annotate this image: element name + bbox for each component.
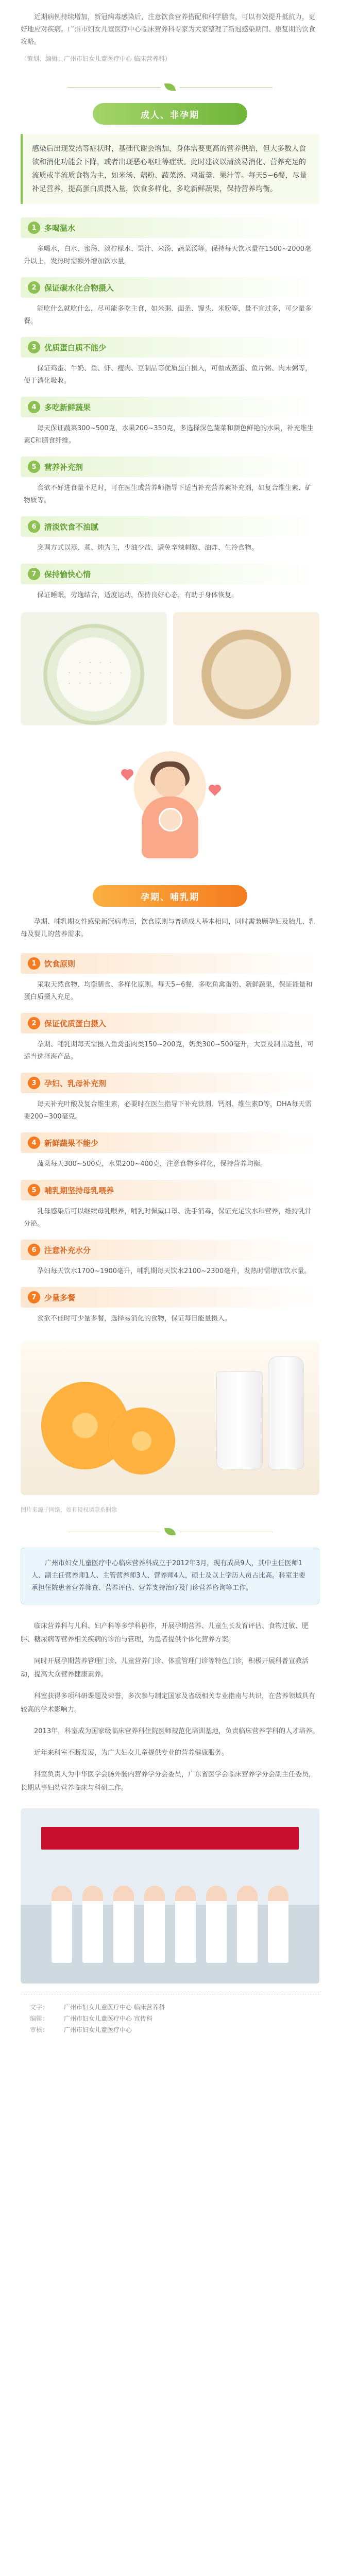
- tip-body: 食欲不好进食量不足时，可在医生或营养师指导下适当补充营养素补充剂，如复合维生素、矿物质等。: [24, 484, 312, 504]
- body-paragraph: 2013年，科室成为国家级临床营养科住院医师规范化培训基地，负责临床营养学科的人才培养。: [34, 1727, 319, 1735]
- footer-row: [30, 2013, 310, 2024]
- tip-item: [21, 1240, 319, 1278]
- tip-body: 蔬菜每天300~500克，水果200~400克，注意食物多样化，保持营养均衡。: [37, 1160, 267, 1168]
- image-source-note: 图片来源于网络，如有侵权请联系删除: [21, 1506, 117, 1513]
- tip-title: 保证碳水化合物摄入: [44, 283, 114, 293]
- intro: [0, 0, 340, 79]
- tip-item: [21, 1180, 319, 1230]
- tip-item: [21, 953, 319, 1004]
- body-paragraph: 同时开展孕期营养管理门诊、儿童营养门诊、体重管理门诊等特色门诊，积极开展科普宣教活动，提高大众营养健康素养。: [21, 1657, 309, 1679]
- tip-header: [21, 953, 319, 974]
- tip-header: [21, 1180, 319, 1200]
- milk-jug-icon: [268, 1356, 304, 1469]
- leaf-divider: [0, 79, 340, 98]
- tip-number: 3: [28, 341, 40, 353]
- tip-number: 1: [28, 957, 40, 970]
- tip-title: 孕妇、乳母补充剂: [44, 1078, 107, 1088]
- tip-number: 5: [28, 1184, 40, 1196]
- department-body: [0, 1620, 340, 1795]
- tip-item: [21, 217, 319, 268]
- tip-title: 新鲜蔬果不能少: [44, 1138, 99, 1148]
- tip-body: 保证睡眠，劳逸结合，适度运动，保持良好心态，有助于身体恢复。: [37, 591, 239, 599]
- tip-number: 3: [28, 1077, 40, 1089]
- tip-item: [21, 1132, 319, 1171]
- tip-body: 孕妇每天饮水1700~1900毫升，哺乳期每天饮水2100~2300毫升，发热时需增加饮水量。: [37, 1267, 311, 1275]
- tip-item: [21, 564, 319, 602]
- footer-credits: [21, 1994, 319, 2043]
- tip-item: [21, 277, 319, 328]
- tip-header: [21, 1073, 319, 1093]
- tip-body: 烹调方式以蒸、煮、炖为主，少油少盐，避免辛辣刺激、油炸、生冷食物。: [37, 544, 259, 552]
- department-intro: 广州市妇女儿童医疗中心临床营养科成立于2012年3月，现有成员9人，其中主任医师1人、副主任营养师1人、主管营养师3人、营养师4人，硕士及以上学历人员占比高。科室主要承担住院患者营养筛查、营养评估、营养支持治疗及门诊营养咨询等工作。: [21, 1548, 319, 1604]
- tip-header: [21, 516, 319, 537]
- footer-value: 广州市妇女儿童医疗中心: [64, 2026, 132, 2033]
- tip-title: 清淡饮食不油腻: [44, 522, 99, 532]
- intro-text: 近期病例持续增加，新冠病毒感染后，注意饮食营养搭配和科学膳食，可以有效提升抵抗力，更好地应对疾病。广州市妇女儿童医疗中心临床营养科专家为大家整理了新冠感染期间、康复期的饮食攻略。: [21, 13, 316, 46]
- footer-value: 广州市妇女儿童医疗中心 临床营养科: [64, 2004, 165, 2011]
- tip-body: 采取天然食物、均衡膳食、多样化原则。每天5~6餐，多吃鱼禽蛋奶、新鲜蔬果，保证能量和蛋白质摄入充足。: [24, 981, 313, 1001]
- body-paragraph: 科室获得多项科研课题及荣誉，多次参与制定国家及省级相关专业指南与共识，在营养领域具有较高的学术影响力。: [21, 1692, 316, 1714]
- section2-tips: [0, 953, 340, 1325]
- tip-body: 每天补充叶酸及复合维生素，必要时在医生指导下补充铁剂、钙剂、维生素D等，DHA每天需要200~300毫克。: [24, 1100, 312, 1121]
- body-paragraph: 近年来科室不断发展，为广大妇女儿童提供专业的营养健康服务。: [34, 1749, 229, 1757]
- tip-header: [21, 337, 319, 358]
- body-paragraph: 科室负责人为中华医学会肠外肠内营养学分会委员，广东省医学会临床营养学分会副主任委员，长期从事妇幼营养临床与科研工作。: [21, 1771, 316, 1792]
- footer-label: 文字：: [30, 2004, 49, 2011]
- leaf-icon: [164, 1528, 176, 1535]
- section1-summary: 感染后出现发热等症状时，基础代谢会增加，身体需要更高的营养供给，但大多数人食欲和消化功能会下降，或者出现恶心呕吐等症状。此时建议以清淡易消化、营养充足的流质或半流质食物为主，如米汤、藕粉、蔬菜汤、鸡蛋羹、果汁等。每天5~6餐，尽量补足营养，提高蛋白质摄入量，饮食多样化，多吃新鲜蔬果，保持营养均衡。: [21, 134, 319, 204]
- footer-row: [30, 2024, 310, 2036]
- section2-intro: 孕期、哺乳期女性感染新冠病毒后，饮食原则与普通成人基本相同，同时需兼顾孕妇及胎儿、乳母及婴儿的营养需求。: [21, 918, 316, 938]
- footer-label: 编辑：: [30, 2015, 49, 2022]
- tip-item: [21, 397, 319, 447]
- oat-drink-photo: [173, 612, 319, 725]
- tip-body: 保证鸡蛋、牛奶、鱼、虾、瘦肉、豆制品等优质蛋白摄入，可做成蒸蛋、鱼片粥、肉末粥等，便于消化吸收。: [24, 365, 312, 385]
- leaf-divider: [0, 1524, 340, 1543]
- tip-number: 7: [28, 1291, 40, 1303]
- porridge-photo: [21, 612, 167, 725]
- baby-icon: [159, 808, 182, 832]
- tip-title: 多喝温水: [44, 223, 76, 233]
- tip-header: [21, 217, 319, 238]
- tip-title: 少量多餐: [44, 1293, 76, 1302]
- tip-title: 饮食原则: [44, 959, 76, 969]
- tip-number: 6: [28, 1244, 40, 1256]
- tip-item: [21, 516, 319, 554]
- tip-header: [21, 1240, 319, 1260]
- tip-title: 哺乳期坚持母乳喂养: [44, 1185, 114, 1195]
- orange-icon: [108, 1408, 175, 1475]
- tip-header: [21, 277, 319, 298]
- tip-body: 多喝水，白水、蜜汤、淡柠檬水、果汁、米汤、蔬菜汤等。保持每天饮水量在1500~2000毫升以上，发热时需额外增加饮水量。: [24, 245, 312, 265]
- tip-item: [21, 1287, 319, 1325]
- footer-label: 审核：: [30, 2026, 49, 2033]
- tip-title: 保证优质蛋白摄入: [44, 1019, 107, 1028]
- heart-icon: [122, 770, 132, 781]
- milk-glass-icon: [216, 1371, 263, 1469]
- tip-title: 注意补充水分: [44, 1245, 91, 1255]
- tip-item: [21, 1073, 319, 1123]
- tip-header: [21, 397, 319, 417]
- heart-icon: [210, 786, 220, 796]
- tip-header: [21, 1013, 319, 1033]
- body-paragraph: 临床营养科与儿科、妇产科等多学科协作，开展孕期营养、儿童生长发育评估、食物过敏、肥胖、糖尿病等营养相关疾病的诊治与管理，为患者提供个体化营养方案。: [21, 1622, 309, 1643]
- tip-item: [21, 456, 319, 507]
- tip-number: 4: [28, 1137, 40, 1149]
- food-photo-row: [21, 612, 319, 725]
- tip-number: 2: [28, 1017, 40, 1029]
- tip-title: 多吃新鲜蔬果: [44, 402, 91, 412]
- section-banner-adult: 成人、非孕期: [93, 103, 247, 125]
- tip-item: [21, 337, 319, 387]
- tip-title: 优质蛋白质不能少: [44, 343, 107, 352]
- tip-number: 6: [28, 520, 40, 533]
- tip-body: 乳母感染后可以继续母乳喂养，哺乳时佩戴口罩、洗手消毒，保证充足饮水和营养，维持乳汁分泌。: [24, 1208, 312, 1228]
- tip-header: [21, 1287, 319, 1308]
- intro-note: （策划、编辑：广州市妇女儿童医疗中心 临床营养科）: [21, 55, 171, 62]
- section-banner-pregnancy: 孕期、哺乳期: [93, 885, 247, 907]
- team-photo: [21, 1808, 319, 1984]
- leaf-icon: [164, 83, 176, 91]
- tip-number: 1: [28, 222, 40, 234]
- tip-number: 4: [28, 401, 40, 413]
- footer-value: 广州市妇女儿童医疗中心 宣传科: [64, 2015, 152, 2022]
- footer-row: [30, 2002, 310, 2013]
- tip-body: 能吃什么就吃什么，尽可能多吃主食，如米粥、面条、馒头、米粉等，量不宜过多，可少量多餐。: [24, 305, 312, 325]
- tip-header: [21, 456, 319, 477]
- mother-baby-illustration: [93, 741, 247, 875]
- tip-number: 2: [28, 281, 40, 294]
- tip-number: 7: [28, 568, 40, 580]
- tip-title: 营养补充剂: [44, 462, 83, 472]
- tip-header: [21, 1132, 319, 1153]
- tip-item: [21, 1013, 319, 1063]
- orange-milk-photo: [21, 1341, 319, 1495]
- tip-body: 孕期、哺乳期每天需摄入鱼禽蛋肉类150~200克，奶类300~500毫升，大豆及制品适量，可适当选择海产品。: [24, 1041, 314, 1061]
- tip-body: 食欲不佳时可少量多餐，选择易消化的食物，保证每日能量摄入。: [37, 1315, 232, 1323]
- tip-header: [21, 564, 319, 584]
- event-banner: [41, 1827, 299, 1850]
- tip-body: 每天保证蔬菜300~500克，水果200~350克，多选择深色蔬菜和颜色鲜艳的水果，补充维生素C和膳食纤维。: [24, 425, 314, 445]
- tip-title: 保持愉快心情: [44, 569, 91, 579]
- tip-number: 5: [28, 461, 40, 473]
- section1-tips: [0, 217, 340, 602]
